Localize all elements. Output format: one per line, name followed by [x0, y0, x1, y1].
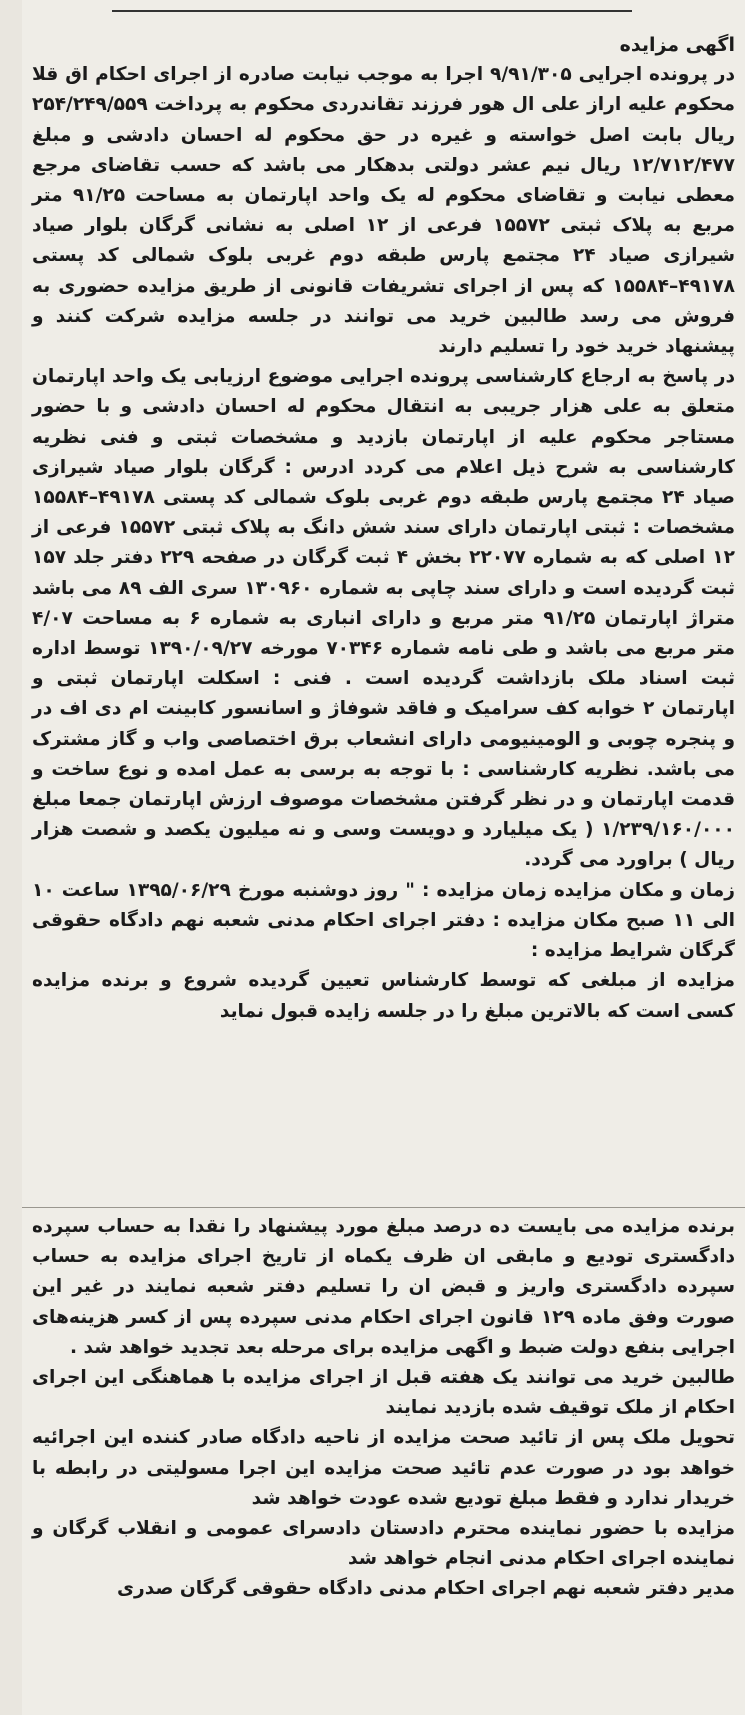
notice-paragraph-3: زمان و مکان مزایده زمان مزایده : " روز دوشنبه مورخ ۱۳۹۵/۰۶/۲۹ ساعت ۱۰ الی ۱۱ صبح مکان مزایده : دفتر اجرای احکام مدنی شعبه نهم دادگاه حقوقی گرگان شرایط مزایده : [32, 879, 736, 962]
newspaper-clipping [22, 0, 745, 1715]
continuation-paragraph-1: برنده مزایده می بایست ده درصد مبلغ مورد پیشنهاد را نقدا به حساب سپرده دادگستری تودیع و مابقی ان ظرف یکماه از تاریخ اجرای مزایده به حساب سپرده دادگستری واریز و قبض ان را تسلیم دفتر شعبه نمایند در غیر این صورت وفق ماده ۱۲۹ قانون اجرای احکام مدنی سپرده پس از کسر هزینه‌های اجرایی بنفع دولت ضبط و اگهی مزایده برای مرحله بعد تجدید خواهد شد . [32, 1216, 735, 1358]
continuation-paragraph-4: مزایده با حضور نماینده محترم دادستان دادسرای عمومی و انقلاب گرگان و نماینده اجرای احکام مدنی انجام خواهد شد [32, 1518, 735, 1570]
notice-continuation [22, 1212, 745, 1605]
column-fold-line [22, 1207, 745, 1208]
top-divider [112, 10, 632, 12]
notice-title: اگهی مزایده [619, 34, 735, 56]
continuation-paragraph-2: طالبین خرید می توانند یک هفته قبل از اجرای مزایده با هماهنگی این اجرای احکام از ملک توقیف شده بازدید نمایند [32, 1367, 735, 1419]
notice-body [32, 30, 735, 1027]
continuation-paragraph-3: تحویل ملک پس از تائید صحت مزایده از ناحیه دادگاه صادر کننده این اجرائیه خواهد بود در صورت عدم تائید صحت مزایده این اجرا مسولیتی در رابطه با خریدار ندارد و فقط مبلغ تودیع شده عودت خواهد شد [32, 1427, 735, 1509]
notice-paragraph-2: در پاسخ به ارجاع کارشناسی پرونده اجرایی موضوع ارزیابی یک واحد اپارتمان متعلق به علی هزار جریبی به انتقال محکوم له احسان دادشی و با حضور مستاجر محکوم علیه از اپارتمان بازدید و مشخصات ثبتی و فنی نظریه کارشناسی به شرح ذیل اعلام می کردد ادرس : گرگان بلوار صیاد شیرازی صیاد ۲۴ مجتمع پارس طبقه دوم غربی بلوک شمالی کد پستی ۴۹۱۷۸–۱۵۵۸۴ مشخصات : ثبتی اپارتمان دارای سند شش دانگ به پلاک ثبتی ۱۵۵۷۲ فرعی از ۱۲ اصلی که به شماره ۲۲۰۷۷ بخش ۴ ثبت گرگان در صفحه ۲۲۹ دفتر جلد ۱۵۷ ثبت گردیده است و دارای سند چاپی به شماره ۱۳۰۹۶۰ سری الف ۸۹ می باشد متراژ اپارتمان ۹۱/۲۵ متر مربع و دارای انباری به شماره ۶ به مساحت ۴/۰۷ متر مربع می باشد و طی نامه شماره ۷۰۳۴۶ مورخه ۱۳۹۰/۰۹/۲۷ توسط اداره ثبت اسناد ملک بازداشت گردیده است . فنی : اسکلت اپارتمان ثبتی و اپارتمان ۲ خوابه کف سرامیک و فاقد شوفاژ و اسانسور کابینت ام دی اف در و پنجره چوبی و الومینیومی دارای انشعاب برق اختصاصی واب و گاز مشترک می باشد. نظریه کارشناسی : با توجه به برسی به عمل امده و نوع ساخت و قدمت اپارتمان و در نظر گرفتن مشخصات موصوف ارزش اپارتمان جمعا مبلغ ۱/۲۳۹/۱۶۰/۰۰۰ ( یک میلیارد و دویست وسی و نه میلیون یکصد و شصت هزار ریال ) براورد می گردد. [32, 366, 735, 871]
signature-line: مدیر دفتر شعبه نهم اجرای احکام مدنی دادگاه حقوقی گرگان صدری [116, 1578, 735, 1600]
notice-paragraph-1: در پرونده اجرایی ۹/۹۱/۳۰۵ اجرا به موجب نیابت صادره از اجرای احکام اق قلا محکوم علیه اراز علی ال هور فرزند تقاندردی محکوم به پرداخت ۲۵۴/۲۴۹/۵۵۹ ریال بابت اصل خواسته و غیره در حق محکوم له احسان دادشی و مبلغ ۱۲/۷۱۲/۴۷۷ ریال نیم عشر دولتی بدهکار می باشد که حسب تقاضای مرجع معطی نیابت و تقاضای محکوم له یک واحد اپارتمان به مساحت ۹۱/۲۵ متر مربع به پلاک ثبتی ۱۵۵۷۲ فرعی از ۱۲ اصلی به نشانی گرگان بلوار صیاد شیرازی صیاد ۲۴ مجتمع پارس طبقه دوم غربی بلوک شمالی کد پستی ۴۹۱۷۸–۱۵۵۸۴ که پس از اجرای تشریفات قانونی از طریق مزایده حضوری به فروش می رسد طالبین خرید می توانند در جلسه مزایده شرکت کنند و پیشنهاد خرید خود را تسلیم دارند [32, 64, 736, 358]
notice-paragraph-4: مزایده از مبلغی که توسط کارشناس تعیین گردیده شروع و برنده مزایده کسی است که بالاترین مبلغ را در جلسه زایده قبول نماید [32, 970, 735, 1022]
